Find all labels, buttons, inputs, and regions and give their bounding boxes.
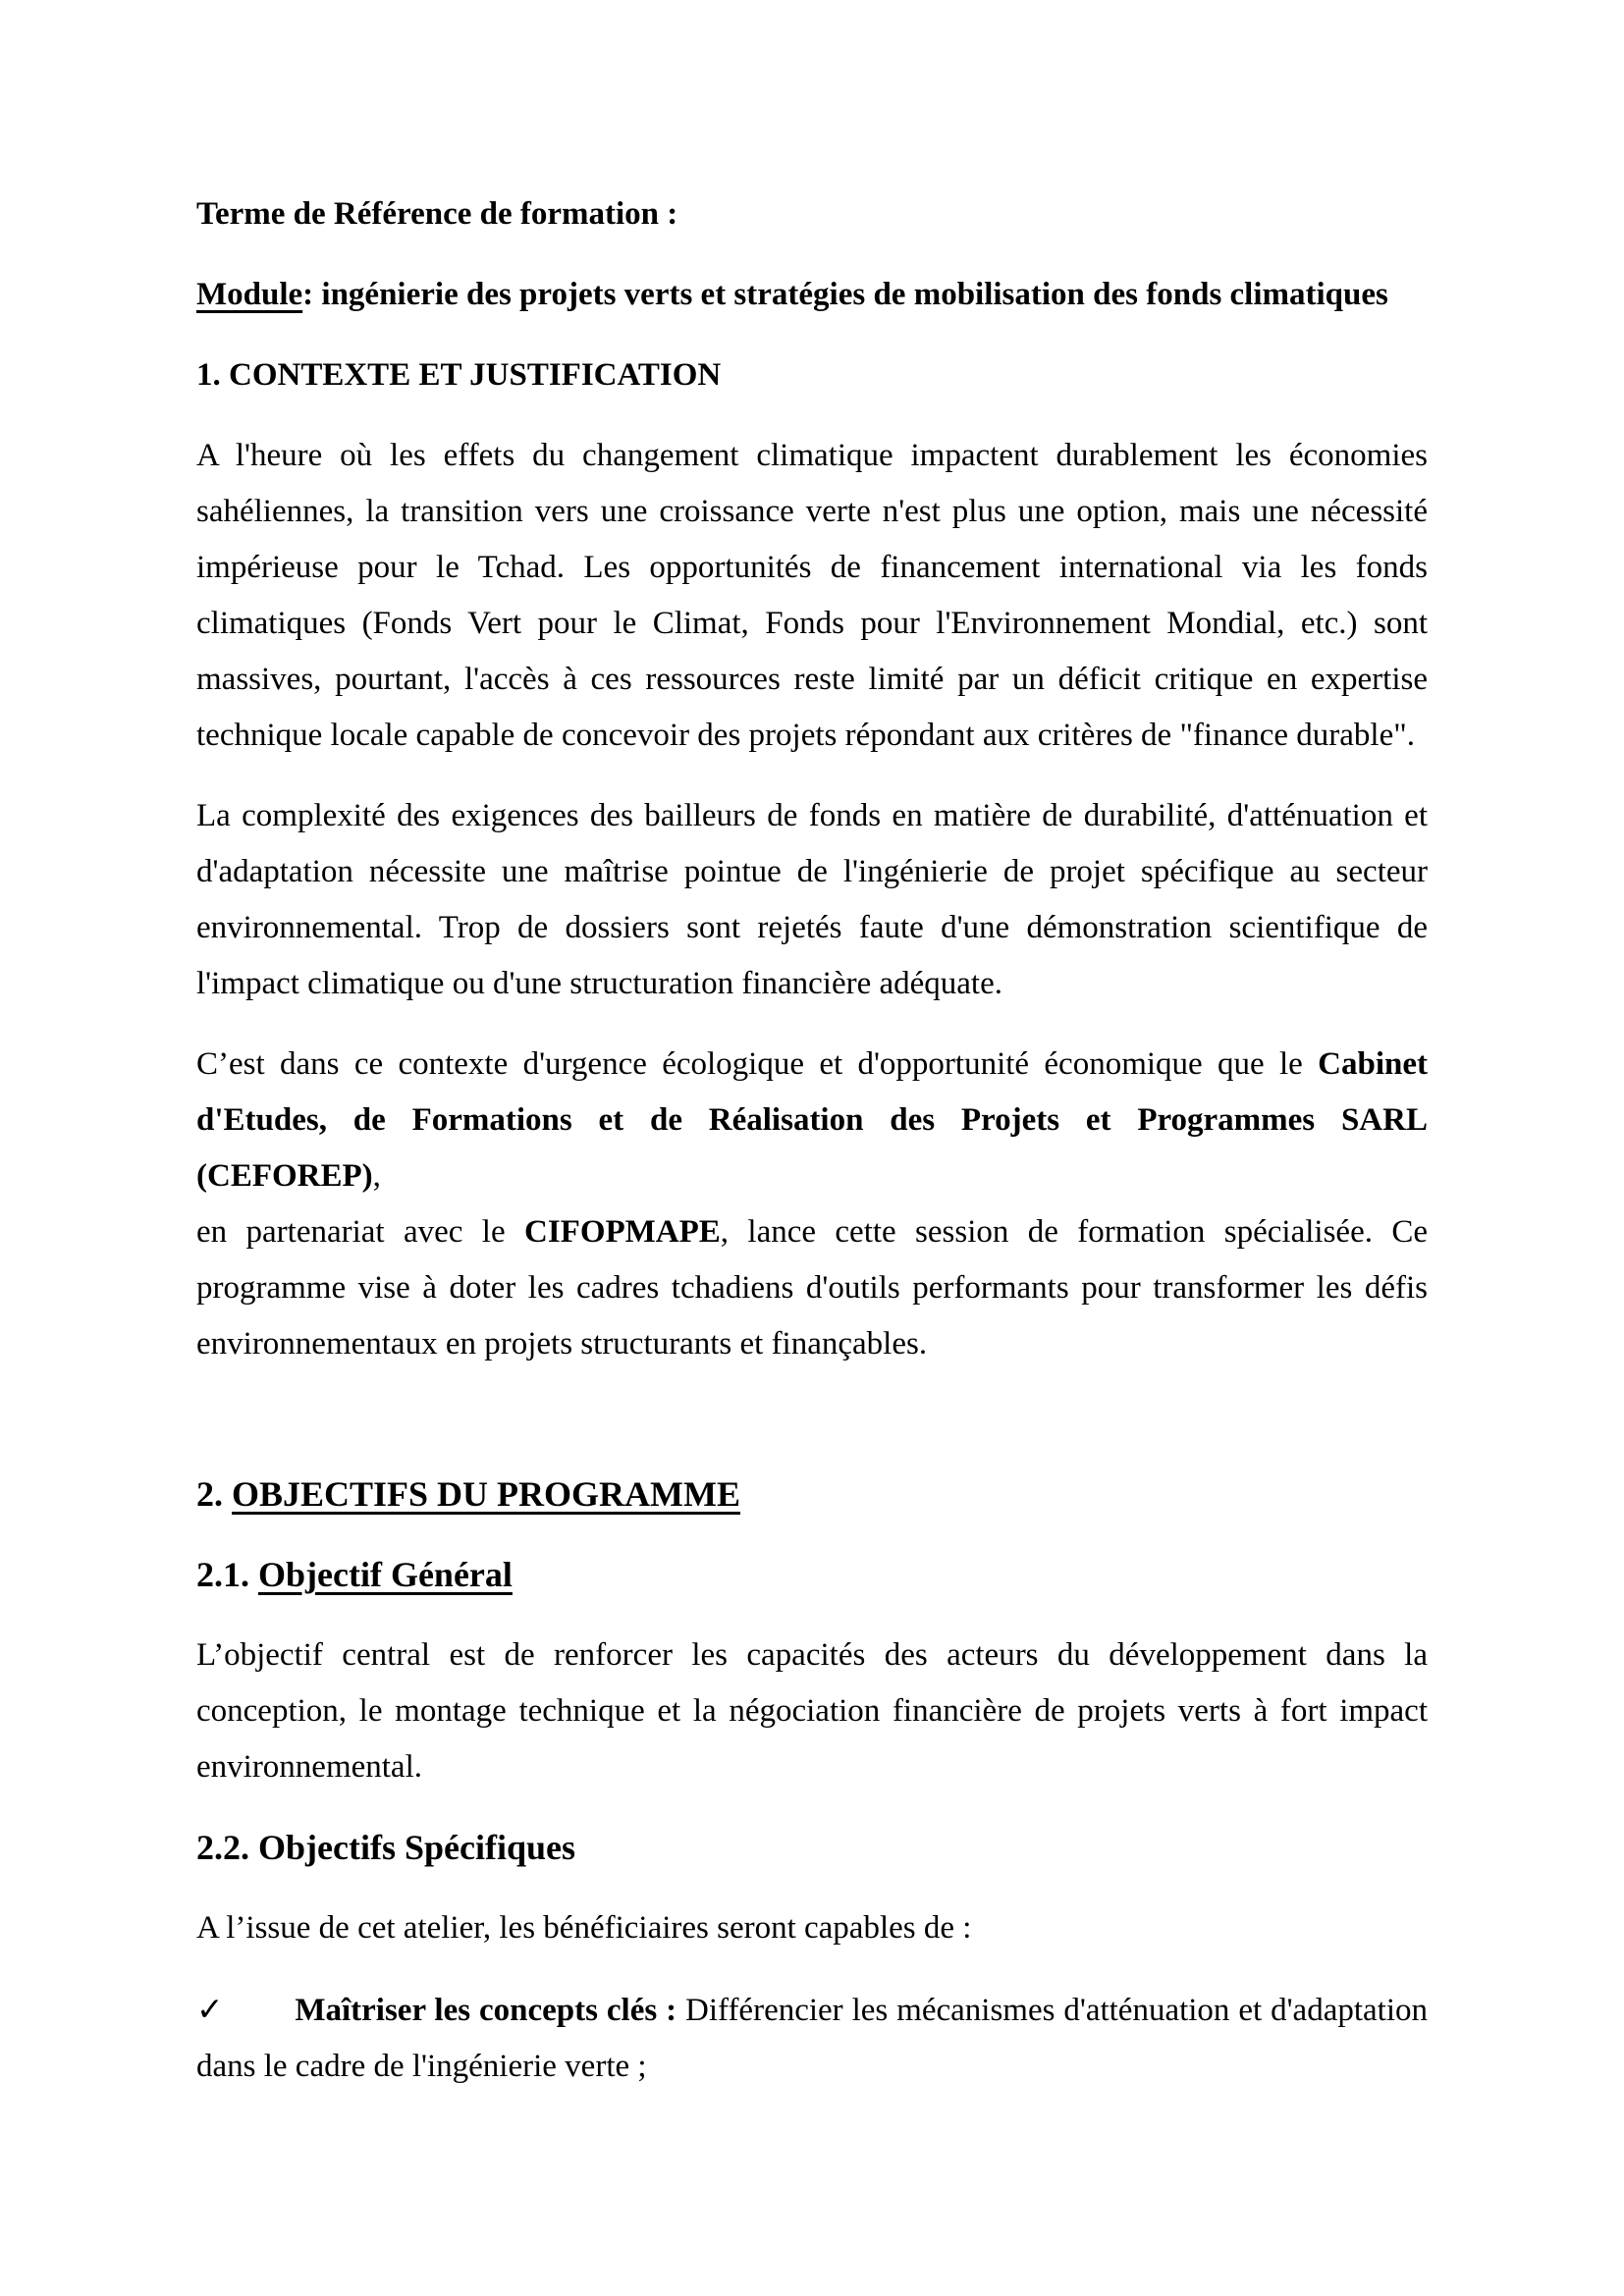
context-paragraph-1-line-6	[196, 708, 1428, 764]
text-segment: massives, pourtant, l'accès à ces ressources reste limité par un déficit critique en expertise	[196, 662, 1428, 697]
section-2-2-heading	[196, 1820, 1428, 1876]
objective-general-paragraph-line-2	[196, 1683, 1428, 1739]
text-segment: CIFOPMAPE	[523, 1214, 721, 1250]
text-segment: dans le cadre de l'ingénierie verte ;	[196, 2049, 647, 2084]
section-2-1-heading	[196, 1547, 1428, 1603]
text-segment: ,	[372, 1158, 381, 1194]
context-paragraph-3-line-1	[196, 1037, 1428, 1093]
module-heading	[196, 267, 1428, 323]
context-paragraph-3-line-5	[196, 1316, 1428, 1372]
text-segment: 1. CONTEXTE ET JUSTIFICATION	[196, 357, 722, 393]
text-segment: C’est dans ce contexte d'urgence écologique et d'opportunité économique que le	[196, 1046, 1319, 1082]
text-segment: programme vise à doter les cadres tchadiens d'outils performants pour transformer les défis	[196, 1270, 1428, 1306]
text-segment: sahéliennes, la transition vers une croissance verte n'est plus une option, mais une nécessité	[196, 494, 1428, 529]
context-paragraph-3-line-3	[196, 1204, 1428, 1260]
objective-general-paragraph-line-3	[196, 1739, 1428, 1795]
text-segment: environnemental.	[196, 1749, 423, 1785]
bullets-intro-paragraph	[196, 1900, 1428, 1956]
context-paragraph-1-line-5	[196, 652, 1428, 708]
context-paragraph-1-line-4	[196, 596, 1428, 652]
text-segment: A l’issue de cet atelier, les bénéficiaires seront capables de :	[196, 1910, 972, 1946]
context-paragraph-2-line-4	[196, 956, 1428, 1012]
text-segment: environnemental. Trop de dossiers sont rejetés faute d'une démonstration scientifique de	[196, 910, 1428, 945]
text-segment: d'Etudes, de Formations et de Réalisation des Projets et Programmes SARL (CEFOREP)	[196, 1102, 1428, 1194]
text-segment: : ingénierie des projets verts et stratégies de mobilisation des fonds climatiques	[302, 277, 1388, 312]
context-paragraph-3	[196, 1037, 1428, 1372]
text-segment: , lance cette session de formation spécialisée. Ce	[720, 1214, 1429, 1250]
context-paragraph-3-line-2	[196, 1093, 1428, 1204]
context-paragraph-3-line-4	[196, 1260, 1428, 1316]
section-1-heading	[196, 347, 1428, 403]
bullet-concepts-cles-line-1	[196, 1981, 1428, 2039]
text-segment: OBJECTIFS DU PROGRAMME	[232, 1474, 741, 1514]
objective-general-paragraph-line-1	[196, 1628, 1428, 1683]
bullets-intro-paragraph-line-1	[196, 1900, 1428, 1956]
bullet-concepts-cles	[196, 1981, 1428, 2095]
text-segment: en partenariat avec le	[196, 1214, 524, 1250]
text-segment: A l'heure où les effets du changement climatique impactent durablement les économies	[196, 438, 1428, 473]
text-segment: d'adaptation nécessite une maîtrise pointue de l'ingénierie de projet spécifique au secteur	[196, 854, 1428, 889]
context-paragraph-2-line-3	[196, 900, 1428, 956]
text-segment: environnementaux en projets structurants et finançables.	[196, 1326, 928, 1362]
text-segment: l'impact climatique ou d'une structuration financière adéquate.	[196, 966, 1002, 1001]
text-segment: climatiques (Fonds Vert pour le Climat, Fonds pour l'Environnement Mondial, etc.) sont	[196, 606, 1428, 641]
context-paragraph-1	[196, 428, 1428, 764]
bullet-concepts-cles-line-2	[196, 2039, 1428, 2095]
text-segment: Différencier les mécanismes d'atténuation et d'adaptation	[677, 1993, 1428, 2028]
text-segment: Module	[196, 277, 303, 312]
context-paragraph-1-line-2	[196, 484, 1428, 540]
objective-general-paragraph	[196, 1628, 1428, 1795]
context-paragraph-1-line-1	[196, 428, 1428, 484]
blank-line-spacer	[196, 1397, 1428, 1442]
text-segment: Maîtriser les concepts clés :	[295, 1993, 677, 2028]
text-segment: 2.	[196, 1474, 232, 1514]
context-paragraph-2	[196, 788, 1428, 1012]
text-segment: Cabinet	[1318, 1046, 1428, 1082]
section-2-heading	[196, 1467, 1428, 1522]
context-paragraph-2-line-2	[196, 844, 1428, 900]
checkmark-icon: ✓	[196, 1990, 225, 2028]
text-segment: Objectif Général	[258, 1555, 513, 1594]
text-segment: 2.1.	[196, 1555, 258, 1594]
text-segment: L’objectif central est de renforcer les capacités des acteurs du développement dans la	[196, 1637, 1428, 1673]
context-paragraph-2-line-1	[196, 788, 1428, 844]
text-segment: La complexité des exigences des bailleurs de fonds en matière de durabilité, d'atténuation et	[196, 798, 1428, 833]
title-heading	[196, 187, 1428, 242]
text-segment: Terme de Référence de formation :	[196, 196, 678, 232]
context-paragraph-1-line-3	[196, 540, 1428, 596]
text-segment: 2.2. Objectifs Spécifiques	[196, 1828, 575, 1867]
text-segment: conception, le montage technique et la négociation financière de projets verts à fort impact	[196, 1693, 1428, 1729]
text-segment: impérieuse pour le Tchad. Les opportunités de financement international via les fonds	[196, 550, 1428, 585]
text-segment: technique locale capable de concevoir des projets répondant aux critères de "finance durable".	[196, 718, 1415, 753]
